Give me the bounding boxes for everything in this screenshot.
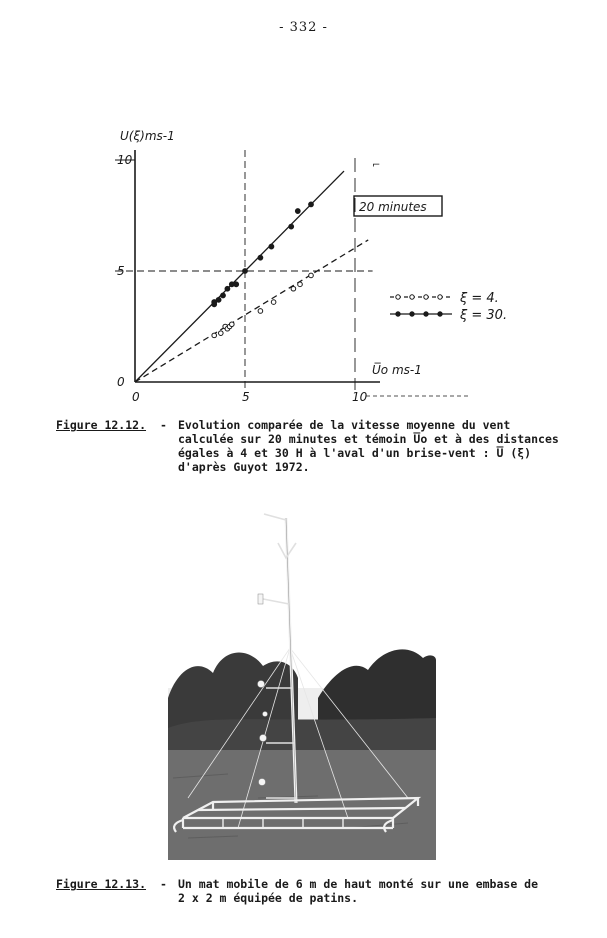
y-axis-label: U(ξ)ms-1	[120, 129, 175, 143]
figure-12-13-dash: -	[160, 877, 167, 891]
point-xi-30	[295, 209, 300, 214]
figure-12-13-label: Figure 12.13.	[56, 877, 147, 891]
legend-marker	[396, 312, 400, 316]
figure-12-12-caption	[56, 418, 576, 488]
figure-12-12-text	[178, 418, 559, 474]
y-tick-label: 10	[117, 153, 133, 167]
figure-12-12-dash: -	[160, 418, 167, 432]
caption-line: calculée sur 20 minutes et témoin U̅o et à des distances	[178, 432, 559, 446]
point-xi-30	[221, 293, 226, 298]
legend-marker	[396, 295, 400, 299]
point-xi-4	[291, 286, 296, 291]
point-xi-4	[271, 300, 276, 305]
point-xi-30	[216, 297, 221, 302]
legend-marker	[424, 295, 428, 299]
point-xi-4	[230, 322, 235, 327]
point-xi-30	[309, 202, 314, 207]
mast-photo	[168, 498, 436, 860]
x-tick-label: 5	[242, 390, 250, 404]
point-xi-4	[258, 309, 263, 314]
point-xi-30	[289, 224, 294, 229]
annotation-label: 20 minutes	[359, 200, 427, 214]
figure-12-13-text	[178, 877, 538, 905]
tick-labels	[117, 153, 368, 404]
point-xi-30	[234, 282, 239, 287]
figure-12-13-caption	[56, 877, 576, 909]
caption-line: 2 x 2 m équipée de patins.	[178, 891, 359, 905]
legend-marker	[438, 295, 442, 299]
fit-lines	[135, 171, 368, 382]
legend-label: ξ = 4.	[460, 291, 499, 306]
point-xi-4	[212, 333, 217, 338]
page-number: - 332 -	[279, 20, 328, 35]
legend-marker	[410, 312, 414, 316]
point-xi-30	[258, 255, 263, 260]
legend-marker	[410, 295, 414, 299]
caption-line: égales à 4 et 30 H à l'aval d'un brise-vent : U̅ (ξ)	[178, 446, 532, 460]
data-points	[212, 202, 314, 338]
caption-line: d'après Guyot 1972.	[178, 460, 310, 474]
caption-line: Un mat mobile de 6 m de haut monté sur une embase de	[178, 877, 539, 891]
legend-label: ξ = 30.	[460, 308, 508, 323]
x-tick-label: 0	[132, 390, 140, 404]
point-xi-4	[309, 273, 314, 278]
point-xi-30	[269, 244, 274, 249]
y-tick-label: 0	[117, 375, 125, 389]
y-tick-label: 5	[117, 264, 125, 278]
legend	[390, 291, 507, 323]
caption-line: Evolution comparée de la vitesse moyenne du vent	[178, 418, 511, 432]
point-xi-4	[219, 331, 224, 336]
x-axis-label: U̅o ms-1	[372, 363, 422, 377]
x-tick-label: 10	[352, 390, 368, 404]
legend-marker	[438, 312, 442, 316]
point-xi-30	[225, 286, 230, 291]
corner-mark: ⌐	[372, 160, 381, 171]
point-xi-4	[298, 282, 303, 287]
chart-grid	[115, 150, 469, 396]
legend-marker	[424, 312, 428, 316]
wind-speed-chart	[0, 0, 607, 420]
fit-line-xi-4	[135, 240, 368, 382]
figure-12-12-label: Figure 12.12.	[56, 418, 147, 432]
point-xi-30	[243, 269, 248, 274]
